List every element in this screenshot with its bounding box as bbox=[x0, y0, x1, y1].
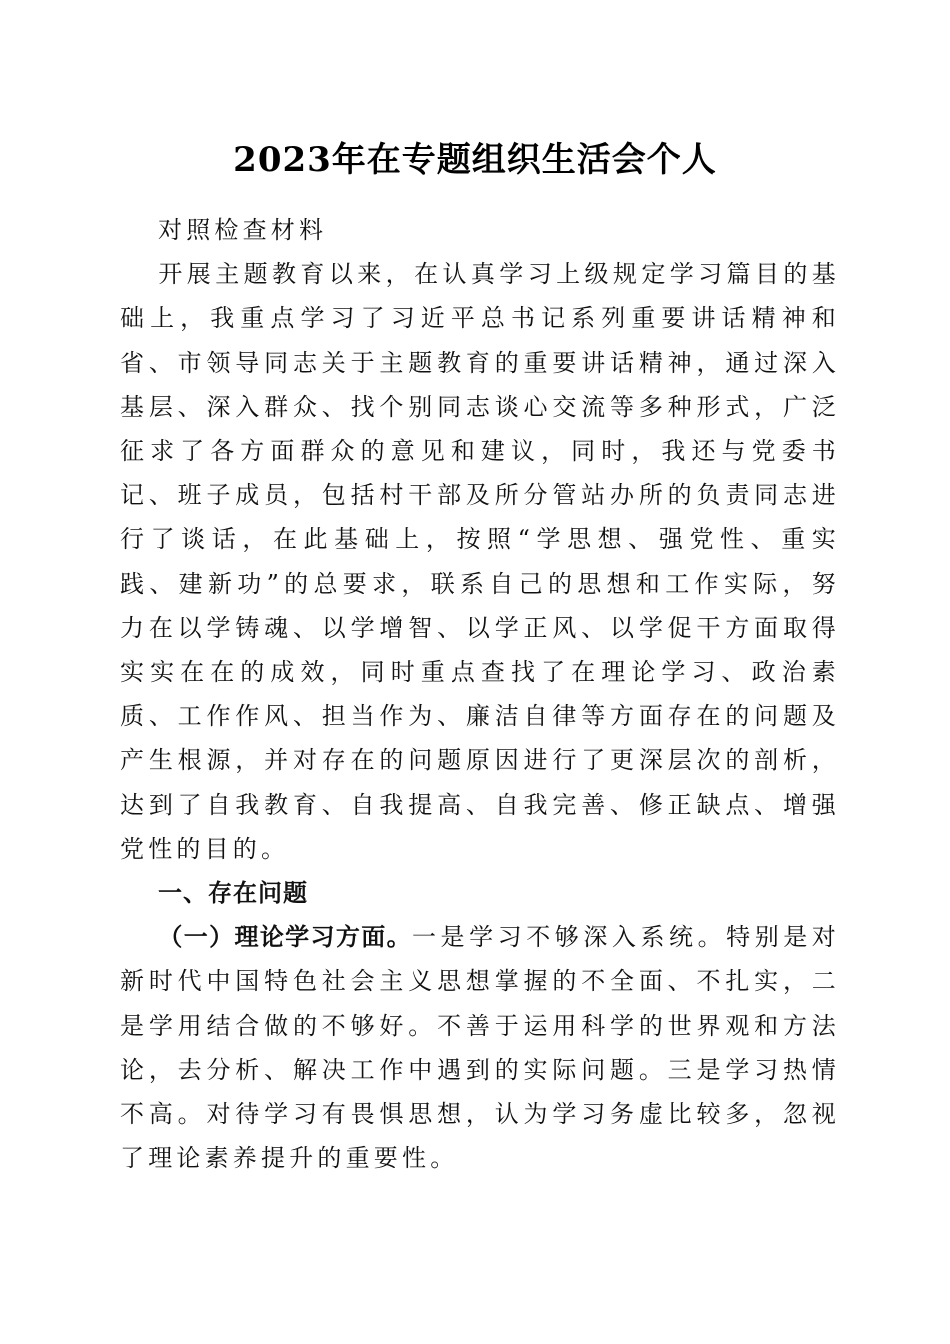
document-body bbox=[120, 208, 840, 1180]
intro-paragraph: 开展主题教育以来，在认真学习上级规定学习篇目的基础上，我重点学习了习近平总书记系列重要讲话精神和省、市领导同志关于主题教育的重要讲话精神，通过深入基层、深入群众、找个别同志谈心交流等多种形式，广泛征求了各方面群众的意见和建议，同时，我还与党委书记、班子成员，包括村干部及所分管站办所的负责同志进行了谈话，在此基础上，按照“学思想、强党性、重实践、建新功”的总要求，联系自己的思想和工作实际，努力在以学铸魂、以学增智、以学正风、以学促干方面取得实实在在的成效，同时重点查找了在理论学习、政治素质、工作作风、担当作为、廉洁自律等方面存在的问题及产生根源，并对存在的问题原因进行了更深层次的剖析，达到了自我教育、自我提高、自我完善、修正缺点、增强党性的目的。 bbox=[120, 260, 840, 863]
document-subtitle: 对照检查材料 bbox=[158, 216, 328, 244]
document-title: 2023年在专题组织生活会个人 bbox=[233, 140, 717, 180]
section1-paragraph bbox=[120, 915, 840, 1180]
section1-text: 一是学习不够深入系统。特别是对新时代中国特色社会主义思想掌握的不全面、不扎实，二是学用结合做的不够好。不善于运用科学的世界观和方法论，去分析、解决工作中遇到的实际问题。三是学习热情不高。对待学习有畏惧思想，认为学习务虚比较多，忽视了理论素养提升的重要性。 bbox=[120, 923, 841, 1173]
section-heading: 一、存在问题 bbox=[158, 879, 308, 908]
section1-lead: （一）理论学习方面。 bbox=[158, 923, 412, 952]
